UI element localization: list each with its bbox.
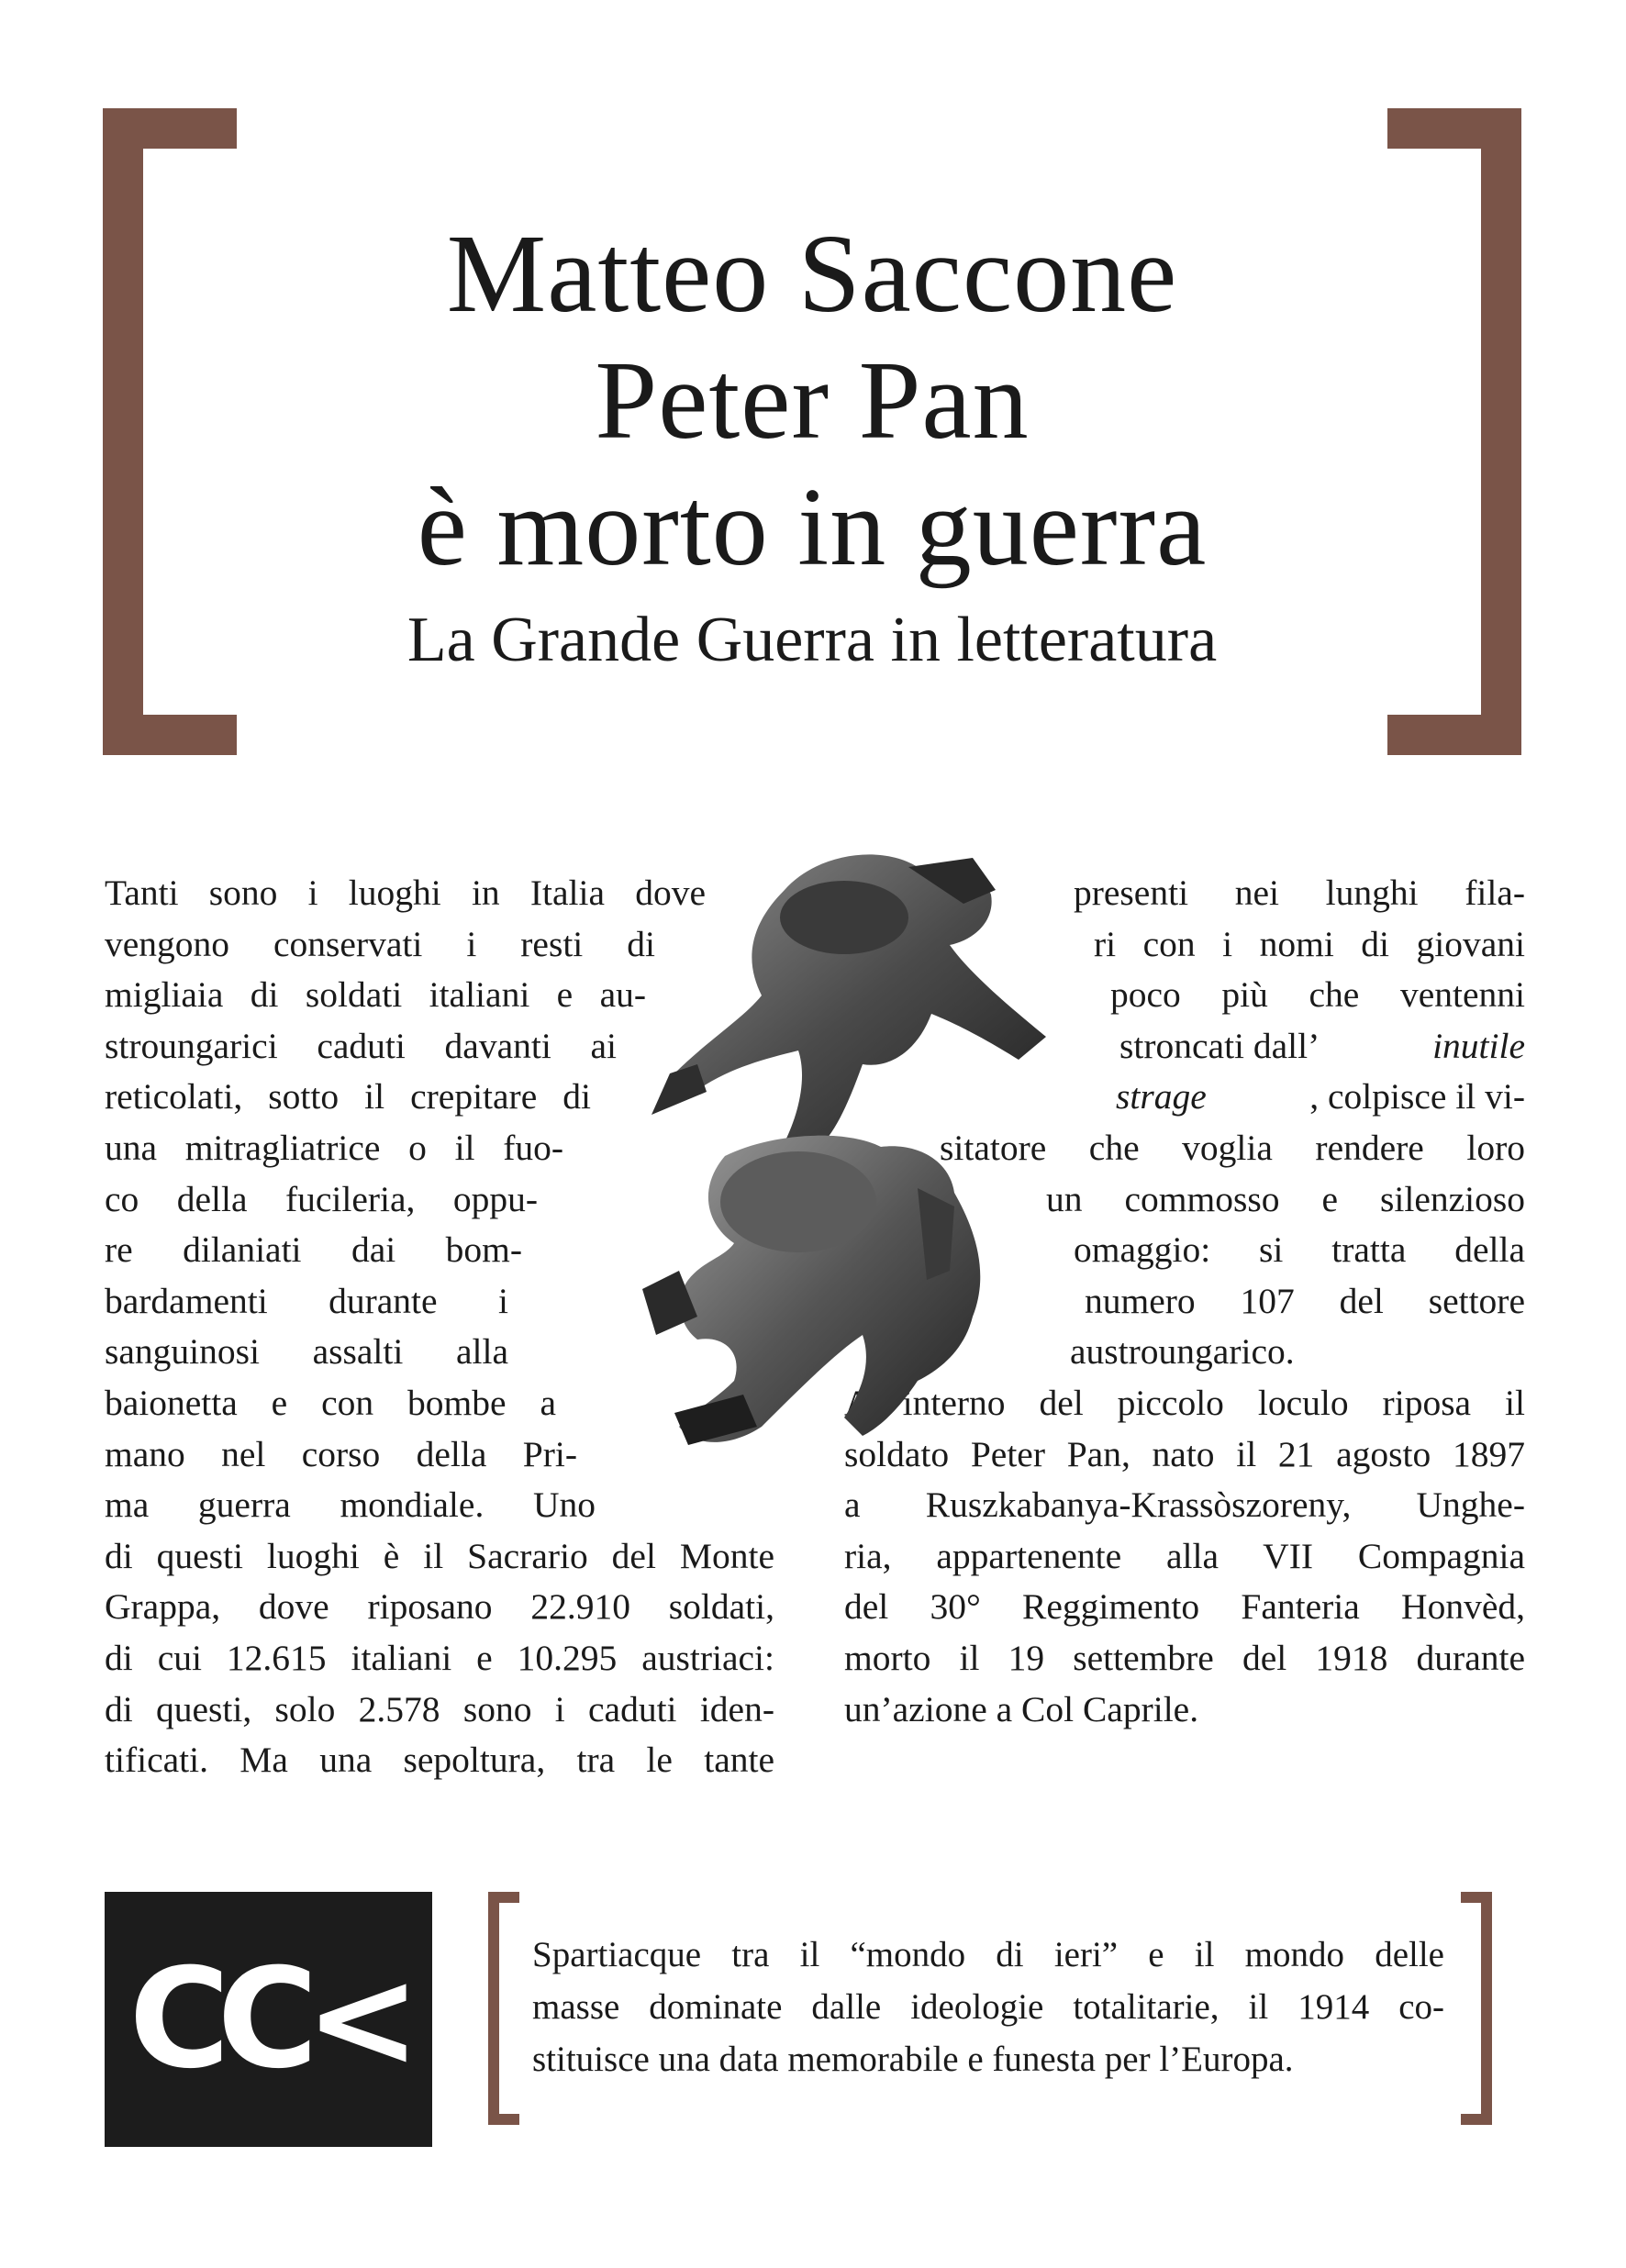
text-line: bardamenti durante i [105,1280,508,1321]
text-line: co della fucileria, oppu- [105,1178,538,1219]
book-subtitle: La Grande Guerra in letteratura [406,605,1218,675]
text-line: di questi luoghi è il Sacrario del Monte [105,1535,774,1576]
text-line: re dilaniati dai bom- [105,1229,522,1271]
text-line: morto il 19 settembre del 1918 durante [844,1637,1525,1678]
text-line: sitatore che voglia rendere loro [940,1127,1525,1168]
blurb-line: masse dominate dalle ideologie totalitarie, il 1914 co- [532,1987,1444,2027]
text-line: ria, appartenente alla VII Compagnia [844,1535,1525,1576]
text-line: ma guerra mondiale. Uno [105,1484,596,1526]
text-line: omaggio: si tratta della [1074,1229,1525,1271]
text-line: un commosso e silenzioso [1046,1178,1525,1219]
soldiers-illustration [587,839,1083,1473]
text-line: del 30° Reggimento Fanteria Honvèd, [844,1586,1525,1628]
text-line: baionetta e con bombe a [105,1382,556,1423]
title-block [239,211,1386,677]
text-line: stroungarici caduti davanti ai [105,1025,617,1066]
text-line: un’azione a Col Caprile. [844,1688,1199,1729]
italic-term: inutile [1432,1025,1525,1066]
lower-soldier-figure [642,1136,980,1445]
back-cover-blurb [532,1929,1444,2085]
publisher-logo [105,1892,432,2147]
text-line: Grappa, dove riposano 22.910 soldati, [105,1586,774,1628]
book-title-line-1: Peter Pan [595,339,1030,462]
author-name: Matteo Saccone [446,212,1178,336]
text-line: Tanti sono i luoghi in Italia dove [105,873,706,913]
text-line: presenti nei lunghi fila- [1074,873,1525,913]
text-line: sanguinosi assalti alla [105,1331,508,1373]
text-line: di questi, solo 2.578 sono i caduti iden- [105,1688,774,1729]
text-line: soldato Peter Pan, nato il 21 agosto 1897 [844,1433,1525,1474]
blurb-line: stituisce una data memorabile e funesta per l’Europa. [532,2040,1294,2079]
text-line: tificati. Ma una sepoltura, tra le tante [105,1740,774,1781]
upper-soldier-figure [652,854,1046,1156]
text-line: di cui 12.615 italiani e 10.295 austriaci: [105,1637,774,1678]
book-title-line-2: è morto in guerra [417,465,1208,589]
text-line: poco più che ventenni [1110,974,1525,1016]
text-line: mano nel corso della Pri- [105,1433,577,1474]
text-fragment: stroncati dall’ [1119,1025,1320,1066]
text-line: a Ruszkabanya-Krassòszoreny, Unghe- [844,1484,1525,1526]
text-line: reticolati, sotto il crepitare di [105,1076,591,1117]
text-line [1119,1021,1525,1073]
text-line: vengono conservati i resti di [105,923,655,964]
blurb-line: Spartiacque tra il “mondo di ieri” e il mondo delle [532,1935,1444,1974]
text-line: austroungarico. [1070,1331,1295,1373]
text-fragment: , colpisce il vi- [1309,1076,1525,1117]
text-line [1116,1072,1525,1123]
text-line: numero 107 del settore [1085,1280,1525,1321]
text-line: migliaia di soldati italiani e au- [105,974,646,1016]
text-line: All’interno del piccolo loculo riposa il [844,1382,1525,1423]
publisher-logo-text: CC< [128,1940,408,2099]
italic-term: strage [1116,1076,1207,1117]
text-line: ri con i nomi di giovani [1094,923,1525,964]
text-line: una mitragliatrice o il fuo- [105,1127,563,1168]
